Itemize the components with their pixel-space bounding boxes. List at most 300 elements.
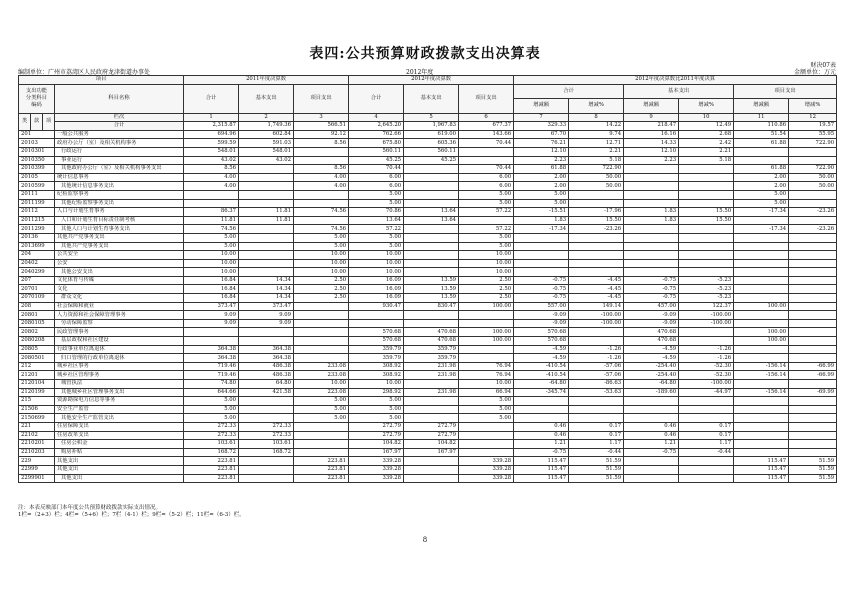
value-cell: 470.68: [404, 337, 459, 346]
value-cell: 0.46: [514, 422, 569, 431]
value-cell: 591.03: [239, 139, 294, 148]
value-cell: [679, 199, 734, 208]
column-number: 8: [569, 113, 624, 122]
subject-name: 政府办公厅（室）及相关机构事务: [55, 139, 184, 148]
value-cell: 722.90: [789, 165, 837, 174]
total-cell: 14.22: [569, 122, 624, 131]
value-cell: 14.34: [239, 294, 294, 303]
value-cell: 5.00: [184, 242, 239, 251]
value-cell: 5.00: [459, 405, 514, 414]
value-cell: [239, 405, 294, 414]
value-cell: [789, 397, 837, 406]
value-cell: [789, 345, 837, 354]
value-cell: 5.00: [294, 242, 349, 251]
subject-name: 住房保障支出: [55, 422, 184, 431]
value-cell: 5.00: [734, 190, 789, 199]
value-cell: 605.36: [404, 139, 459, 148]
table-row: [19, 319, 837, 328]
total-label: 合计: [55, 122, 184, 131]
footnote: [18, 505, 245, 519]
value-cell: 13.64: [349, 216, 404, 225]
value-cell: [624, 199, 679, 208]
value-cell: 272.33: [239, 422, 294, 431]
value-cell: -0.75: [624, 294, 679, 303]
value-cell: [404, 474, 459, 483]
value-cell: 6.00: [349, 182, 404, 191]
value-cell: 5.00: [294, 233, 349, 242]
value-cell: [514, 397, 569, 406]
table-row: [19, 130, 837, 139]
value-cell: 167.97: [404, 448, 459, 457]
value-cell: 168.72: [239, 448, 294, 457]
value-cell: 223.81: [294, 457, 349, 466]
value-cell: 5.00: [459, 397, 514, 406]
value-cell: 364.38: [239, 354, 294, 363]
subject-name: 公共安全: [55, 251, 184, 260]
value-cell: 339.28: [349, 474, 404, 483]
subject-name: 购房补贴: [55, 448, 184, 457]
value-cell: [679, 225, 734, 234]
value-cell: 6.00: [459, 173, 514, 182]
cmp-project-amount: 增减额: [734, 99, 789, 114]
value-cell: [679, 457, 734, 466]
subject-code: 20112: [19, 208, 55, 217]
value-cell: -1.26: [679, 345, 734, 354]
table-row: [19, 431, 837, 440]
value-cell: 104.82: [404, 440, 459, 449]
value-cell: -57.06: [569, 362, 624, 371]
table-row: [19, 302, 837, 311]
value-cell: 100.00: [734, 328, 789, 337]
value-cell: -4.45: [569, 294, 624, 303]
total-cell: 1,967.83: [404, 122, 459, 131]
subject-code: 207: [19, 276, 55, 285]
value-cell: 1.83: [514, 216, 569, 225]
table-row: [19, 311, 837, 320]
value-cell: [239, 251, 294, 260]
value-cell: [569, 259, 624, 268]
value-cell: 11.81: [239, 208, 294, 217]
value-cell: 560.11: [404, 147, 459, 156]
table-row: [19, 474, 837, 483]
cmp-project-pct: 增减%: [789, 99, 837, 114]
subject-name: 住房改革支出: [55, 431, 184, 440]
subject-code: 2150699: [19, 414, 55, 423]
value-cell: 0.46: [624, 422, 679, 431]
value-cell: [404, 457, 459, 466]
value-cell: 10.00: [294, 259, 349, 268]
value-cell: 599.59: [184, 139, 239, 148]
value-cell: 74.56: [294, 208, 349, 217]
value-cell: 223.81: [294, 474, 349, 483]
value-cell: -23.26: [789, 225, 837, 234]
value-cell: 4.00: [184, 173, 239, 182]
value-cell: [514, 414, 569, 423]
value-cell: 50.00: [569, 173, 624, 182]
value-cell: 10.00: [294, 268, 349, 277]
value-cell: [789, 276, 837, 285]
footnote-line-2: 1栏=（2+3）栏；4栏=（5+6）栏；7栏（4-1）栏；9栏=（5-2）栏；11栏=（6-3）栏。: [18, 512, 245, 518]
table-row: [19, 190, 837, 199]
value-cell: -17.34: [734, 225, 789, 234]
table-row: [19, 337, 837, 346]
value-cell: [734, 156, 789, 165]
subject-code: 2040299: [19, 268, 55, 277]
subject-code: 2010301: [19, 147, 55, 156]
value-cell: 57.22: [459, 208, 514, 217]
value-cell: [569, 414, 624, 423]
value-cell: [734, 345, 789, 354]
budget-expenditure-table: [18, 75, 837, 483]
subject-name: 其他支出: [55, 465, 184, 474]
value-cell: 272.33: [184, 431, 239, 440]
value-cell: [459, 345, 514, 354]
subject-code: 22102: [19, 431, 55, 440]
header-2011-project: 项目支出: [294, 84, 349, 113]
value-cell: [789, 156, 837, 165]
value-cell: [404, 397, 459, 406]
value-cell: 115.47: [514, 465, 569, 474]
value-cell: 168.72: [184, 448, 239, 457]
form-code: 财决07表: [810, 62, 836, 69]
table-row: [19, 388, 837, 397]
value-cell: [734, 380, 789, 389]
table-row: [19, 139, 837, 148]
value-cell: 5.00: [184, 233, 239, 242]
table-row: [19, 233, 837, 242]
value-cell: 61.88: [734, 139, 789, 148]
value-cell: [569, 397, 624, 406]
value-cell: [239, 225, 294, 234]
value-cell: [789, 380, 837, 389]
subject-name: 社会保障和就业: [55, 302, 184, 311]
value-cell: 70.86: [349, 208, 404, 217]
value-cell: [404, 173, 459, 182]
value-cell: [239, 182, 294, 191]
value-cell: [624, 268, 679, 277]
value-cell: 143.66: [459, 130, 514, 139]
value-cell: 76.21: [514, 139, 569, 148]
value-cell: -156.14: [734, 371, 789, 380]
value-cell: -0.75: [514, 448, 569, 457]
subject-code: 20802: [19, 328, 55, 337]
subject-name: 安全生产监管: [55, 405, 184, 414]
value-cell: 339.28: [459, 465, 514, 474]
subject-code: 20105: [19, 173, 55, 182]
value-cell: -0.75: [514, 294, 569, 303]
value-cell: -69.99: [789, 388, 837, 397]
value-cell: 10.00: [459, 259, 514, 268]
value-cell: [514, 251, 569, 260]
value-cell: [789, 414, 837, 423]
value-cell: [624, 190, 679, 199]
value-cell: [404, 233, 459, 242]
table-row: [19, 208, 837, 217]
column-number: 4: [349, 113, 404, 122]
value-cell: 70.44: [349, 165, 404, 174]
value-cell: [239, 328, 294, 337]
value-cell: 762.66: [349, 130, 404, 139]
value-cell: 560.11: [349, 147, 404, 156]
value-cell: [734, 268, 789, 277]
value-cell: [349, 319, 404, 328]
value-cell: [624, 251, 679, 260]
value-cell: [734, 422, 789, 431]
value-cell: 51.59: [789, 465, 837, 474]
value-cell: -1.26: [569, 345, 624, 354]
table-row: [19, 422, 837, 431]
value-cell: -66.99: [789, 371, 837, 380]
cmp-basic-pct: 增减%: [679, 99, 734, 114]
value-cell: 557.00: [514, 302, 569, 311]
value-cell: [294, 302, 349, 311]
value-cell: 5.00: [184, 405, 239, 414]
subject-name: 人力资源和社会保障管理事务: [55, 311, 184, 320]
value-cell: [569, 405, 624, 414]
value-cell: 272.79: [404, 431, 459, 440]
total-cell: 1,749.36: [239, 122, 294, 131]
value-cell: 9.09: [184, 319, 239, 328]
value-cell: -0.44: [569, 448, 624, 457]
value-cell: 373.47: [184, 302, 239, 311]
value-cell: [349, 311, 404, 320]
project-header: 项目: [19, 76, 184, 85]
value-cell: 9.74: [569, 130, 624, 139]
value-cell: [239, 397, 294, 406]
table-row: [19, 354, 837, 363]
value-cell: 57.22: [349, 225, 404, 234]
value-cell: 223.81: [184, 474, 239, 483]
value-cell: 2.50: [294, 285, 349, 294]
value-cell: [734, 405, 789, 414]
value-cell: [789, 337, 837, 346]
value-cell: [679, 474, 734, 483]
value-cell: 6.00: [459, 182, 514, 191]
value-cell: 103.61: [184, 440, 239, 449]
subject-name: 其他共产党事务支出: [55, 233, 184, 242]
subject-code: 2011299: [19, 225, 55, 234]
value-cell: 1.83: [624, 208, 679, 217]
subject-name: 其他安全生产监管支出: [55, 414, 184, 423]
value-cell: -5.23: [679, 276, 734, 285]
value-cell: 104.82: [349, 440, 404, 449]
cmp-total-pct: 增减%: [569, 99, 624, 114]
header-2012-basic: 基本支出: [404, 84, 459, 113]
value-cell: [239, 173, 294, 182]
value-cell: [569, 242, 624, 251]
table-row: [19, 147, 837, 156]
value-cell: [514, 259, 569, 268]
value-cell: 67.70: [514, 130, 569, 139]
value-cell: [514, 405, 569, 414]
value-cell: [404, 190, 459, 199]
value-cell: 61.88: [514, 165, 569, 174]
subject-name: 统计信息事务: [55, 173, 184, 182]
total-cell: 2,645.20: [349, 122, 404, 131]
value-cell: [624, 165, 679, 174]
value-cell: [789, 431, 837, 440]
value-cell: 16.84: [184, 294, 239, 303]
value-cell: 43.02: [239, 156, 294, 165]
table-row: [19, 371, 837, 380]
value-cell: [404, 242, 459, 251]
value-cell: [294, 147, 349, 156]
value-cell: -9.09: [514, 319, 569, 328]
subject-name: 公安: [55, 259, 184, 268]
value-cell: [294, 440, 349, 449]
table-row: [19, 156, 837, 165]
value-cell: [789, 251, 837, 260]
value-cell: [789, 216, 837, 225]
value-cell: 308.92: [349, 362, 404, 371]
value-cell: -15.51: [514, 208, 569, 217]
value-cell: 16.09: [349, 276, 404, 285]
value-cell: 0.46: [624, 431, 679, 440]
subject-name: 行政事业单位离退休: [55, 345, 184, 354]
report-title: 表四:公共预算财政拨款支出决算表: [309, 46, 541, 62]
value-cell: 115.47: [734, 465, 789, 474]
value-cell: -0.75: [624, 448, 679, 457]
value-cell: 2.50: [459, 285, 514, 294]
value-cell: 51.59: [789, 457, 837, 466]
value-cell: 2.00: [734, 173, 789, 182]
subject-code: 2010399: [19, 165, 55, 174]
value-cell: 74.56: [184, 225, 239, 234]
header-2012: 2012年度决算数: [349, 76, 514, 85]
value-cell: 13.64: [404, 208, 459, 217]
value-cell: 100.00: [734, 337, 789, 346]
code-header-line2: 分类科目: [25, 95, 48, 102]
value-cell: [734, 251, 789, 260]
subject-code: 212: [19, 362, 55, 371]
value-cell: 57.22: [459, 225, 514, 234]
table-row: [19, 182, 837, 191]
value-cell: -189.60: [624, 388, 679, 397]
header-2012-project: 项目支出: [459, 84, 514, 113]
subject-code: 208: [19, 302, 55, 311]
value-cell: [239, 457, 294, 466]
value-cell: [294, 199, 349, 208]
value-cell: 10.00: [459, 268, 514, 277]
value-cell: [514, 233, 569, 242]
value-cell: -100.00: [569, 319, 624, 328]
value-cell: [239, 165, 294, 174]
value-cell: 2.42: [679, 139, 734, 148]
column-number: 5: [404, 113, 459, 122]
subject-code: 2011199: [19, 199, 55, 208]
value-cell: [789, 405, 837, 414]
subject-code: 2010350: [19, 156, 55, 165]
value-cell: [294, 319, 349, 328]
value-cell: [734, 242, 789, 251]
value-cell: [239, 242, 294, 251]
subject-code: 2013699: [19, 242, 55, 251]
value-cell: 15.50: [679, 216, 734, 225]
value-cell: 231.98: [404, 371, 459, 380]
value-cell: [239, 414, 294, 423]
subject-code: 20805: [19, 345, 55, 354]
value-cell: 115.47: [514, 457, 569, 466]
subject-code: 2010599: [19, 182, 55, 191]
value-cell: [459, 440, 514, 449]
cmp-total-amount: 增减额: [514, 99, 569, 114]
value-cell: [239, 465, 294, 474]
value-cell: -410.54: [514, 371, 569, 380]
subject-code: 2120104: [19, 380, 55, 389]
table-row: [19, 457, 837, 466]
value-cell: [789, 319, 837, 328]
value-cell: [459, 354, 514, 363]
value-cell: 2.23: [624, 156, 679, 165]
table-row: [19, 345, 837, 354]
value-cell: [239, 337, 294, 346]
value-cell: -4.59: [514, 345, 569, 354]
code-header: [19, 84, 55, 113]
report-year: 2012年度: [406, 69, 434, 76]
subject-name: 住房公积金: [55, 440, 184, 449]
xiang-header: 项: [43, 113, 55, 130]
value-cell: [239, 268, 294, 277]
value-cell: -4.59: [514, 354, 569, 363]
value-cell: [239, 474, 294, 483]
value-cell: 2.50: [459, 294, 514, 303]
value-cell: [789, 448, 837, 457]
value-cell: [679, 268, 734, 277]
value-cell: 45.25: [404, 156, 459, 165]
subject-name: 事业运行: [55, 156, 184, 165]
value-cell: [734, 319, 789, 328]
total-cell: 677.37: [459, 122, 514, 131]
value-cell: 2.50: [294, 276, 349, 285]
value-cell: 10.00: [184, 251, 239, 260]
value-cell: 359.79: [349, 345, 404, 354]
value-cell: [679, 182, 734, 191]
footnote-line-1: 注：本表反映部门本年度公共预算财政拨款实际支出情况。: [18, 505, 162, 511]
value-cell: [789, 242, 837, 251]
value-cell: 51.59: [789, 474, 837, 483]
value-cell: 364.38: [184, 354, 239, 363]
value-cell: 86.37: [184, 208, 239, 217]
value-cell: [789, 268, 837, 277]
value-cell: 5.18: [569, 156, 624, 165]
value-cell: [294, 422, 349, 431]
subject-code: 2210201: [19, 440, 55, 449]
subject-code: 2120199: [19, 388, 55, 397]
header-cmp-total: 合计: [514, 84, 624, 99]
value-cell: [404, 225, 459, 234]
value-cell: 12.10: [624, 147, 679, 156]
subject-name: 人口和计划生育目标责任制考核: [55, 216, 184, 225]
value-cell: 10.00: [349, 251, 404, 260]
header-2011: 2011年度决算数: [184, 76, 349, 85]
value-cell: [294, 431, 349, 440]
cmp-basic-amount: 增减额: [624, 99, 679, 114]
value-cell: -0.44: [679, 448, 734, 457]
subject-code: 201: [19, 130, 55, 139]
value-cell: 9.09: [184, 311, 239, 320]
table-row: [19, 225, 837, 234]
value-cell: [184, 328, 239, 337]
value-cell: -5.23: [679, 285, 734, 294]
value-cell: [624, 465, 679, 474]
value-cell: 5.00: [459, 233, 514, 242]
value-cell: [679, 190, 734, 199]
value-cell: -9.09: [624, 311, 679, 320]
value-cell: 359.79: [404, 345, 459, 354]
table-row: [19, 199, 837, 208]
subject-code: 20136: [19, 233, 55, 242]
subject-name: 其他政府办公厅（室）及相关机构事务支出: [55, 165, 184, 174]
